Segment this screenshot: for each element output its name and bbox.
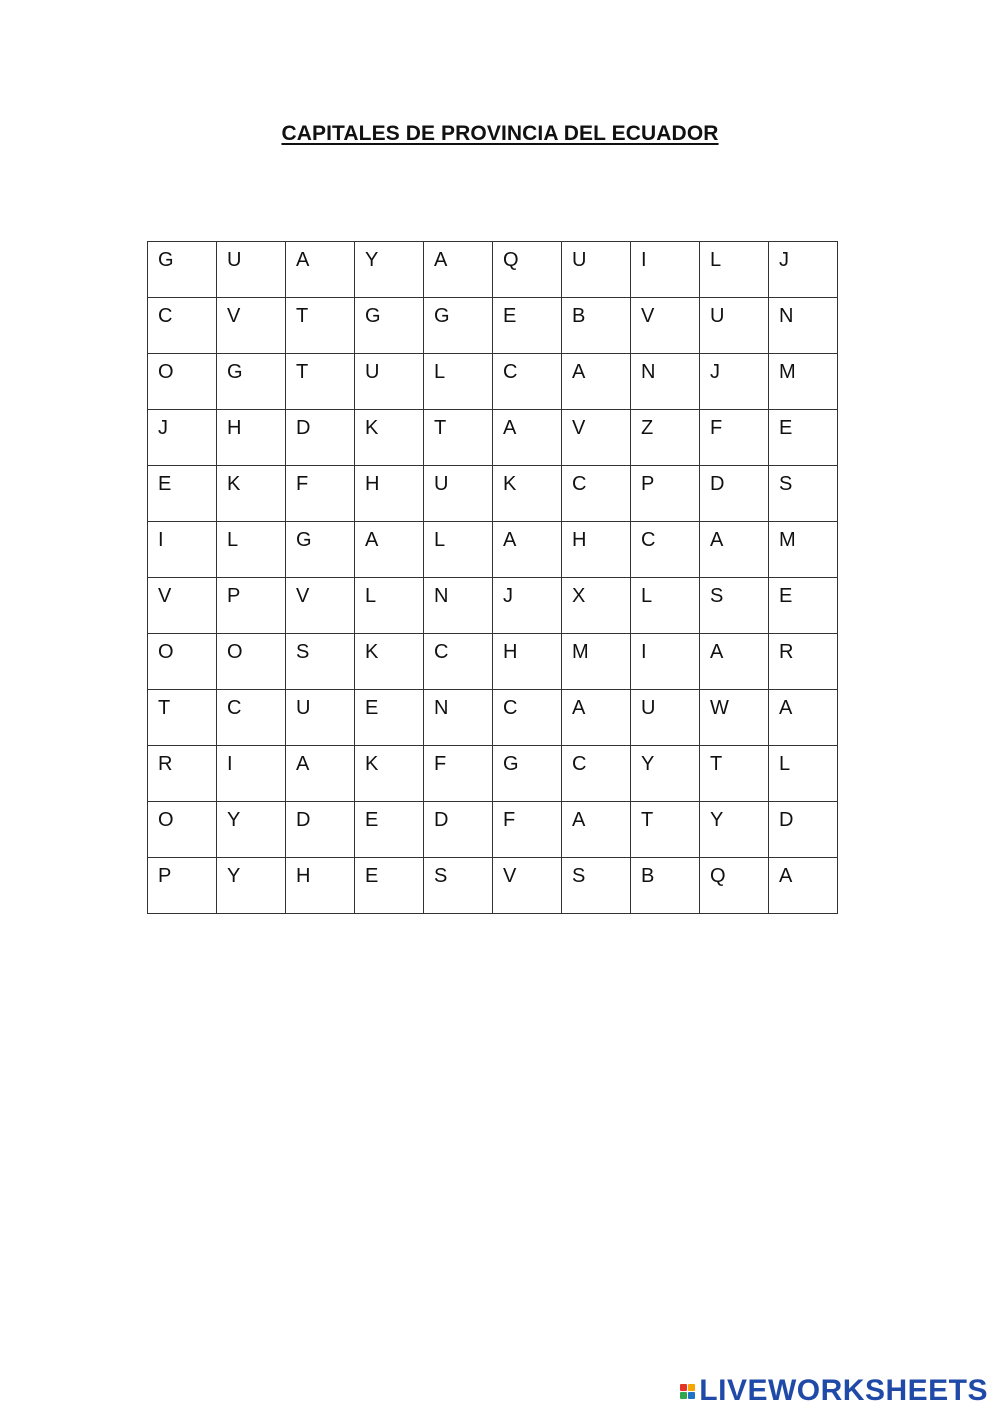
- grid-row: [148, 522, 838, 578]
- grid-cell[interactable]: B: [562, 298, 631, 354]
- grid-cell[interactable]: V: [493, 858, 562, 914]
- grid-cell[interactable]: M: [769, 354, 838, 410]
- grid-cell[interactable]: I: [631, 634, 700, 690]
- grid-cell[interactable]: V: [631, 298, 700, 354]
- grid-cell[interactable]: K: [493, 466, 562, 522]
- grid-cell[interactable]: C: [148, 298, 217, 354]
- grid-cell[interactable]: U: [562, 242, 631, 298]
- grid-cell[interactable]: M: [562, 634, 631, 690]
- grid-cell[interactable]: C: [217, 690, 286, 746]
- grid-cell[interactable]: L: [631, 578, 700, 634]
- grid-cell[interactable]: A: [493, 410, 562, 466]
- grid-cell[interactable]: K: [217, 466, 286, 522]
- grid-row: [148, 466, 838, 522]
- grid-cell[interactable]: C: [631, 522, 700, 578]
- grid-cell[interactable]: I: [217, 746, 286, 802]
- grid-row: [148, 802, 838, 858]
- grid-row: [148, 298, 838, 354]
- grid-cell[interactable]: Q: [493, 242, 562, 298]
- grid-cell[interactable]: E: [769, 578, 838, 634]
- grid-cell[interactable]: Y: [631, 746, 700, 802]
- grid-cell[interactable]: H: [493, 634, 562, 690]
- logo-text: LIVEWORKSHEETS: [699, 1374, 988, 1407]
- grid-cell[interactable]: H: [217, 410, 286, 466]
- grid-cell[interactable]: G: [493, 746, 562, 802]
- grid-cell[interactable]: Y: [217, 802, 286, 858]
- grid-cell[interactable]: N: [769, 298, 838, 354]
- grid-cell[interactable]: U: [286, 690, 355, 746]
- grid-cell[interactable]: H: [286, 858, 355, 914]
- grid-cell[interactable]: A: [286, 242, 355, 298]
- grid-cell[interactable]: A: [700, 634, 769, 690]
- grid-cell[interactable]: N: [424, 690, 493, 746]
- grid-cell[interactable]: U: [424, 466, 493, 522]
- grid-cell[interactable]: D: [286, 410, 355, 466]
- grid-cell[interactable]: S: [286, 634, 355, 690]
- grid-cell[interactable]: U: [700, 298, 769, 354]
- grid-cell[interactable]: H: [562, 522, 631, 578]
- grid-cell[interactable]: T: [286, 354, 355, 410]
- grid-cell[interactable]: J: [148, 410, 217, 466]
- grid-cell[interactable]: V: [148, 578, 217, 634]
- grid-cell[interactable]: M: [769, 522, 838, 578]
- grid-cell[interactable]: O: [217, 634, 286, 690]
- grid-row: [148, 578, 838, 634]
- grid-row: [148, 746, 838, 802]
- grid-cell[interactable]: L: [424, 354, 493, 410]
- grid-cell[interactable]: L: [769, 746, 838, 802]
- grid-cell[interactable]: C: [493, 690, 562, 746]
- grid-cell[interactable]: O: [148, 354, 217, 410]
- grid-cell[interactable]: N: [631, 354, 700, 410]
- grid-cell[interactable]: A: [562, 690, 631, 746]
- grid-cell[interactable]: K: [355, 746, 424, 802]
- grid-cell[interactable]: Q: [700, 858, 769, 914]
- grid-cell[interactable]: A: [769, 858, 838, 914]
- grid-cell[interactable]: O: [148, 634, 217, 690]
- grid-cell[interactable]: G: [286, 522, 355, 578]
- grid-cell[interactable]: V: [217, 298, 286, 354]
- grid-cell[interactable]: D: [286, 802, 355, 858]
- grid-cell[interactable]: A: [769, 690, 838, 746]
- grid-cell[interactable]: F: [493, 802, 562, 858]
- grid-cell[interactable]: L: [217, 522, 286, 578]
- grid-cell[interactable]: L: [700, 242, 769, 298]
- grid-cell[interactable]: D: [769, 802, 838, 858]
- grid-cell[interactable]: B: [631, 858, 700, 914]
- grid-cell[interactable]: T: [286, 298, 355, 354]
- logo-square-blue: [688, 1392, 695, 1399]
- grid-row: [148, 634, 838, 690]
- grid-cell[interactable]: V: [286, 578, 355, 634]
- grid-row: [148, 690, 838, 746]
- grid-cell[interactable]: U: [355, 354, 424, 410]
- grid-cell[interactable]: Z: [631, 410, 700, 466]
- grid-cell[interactable]: A: [562, 354, 631, 410]
- grid-cell[interactable]: U: [631, 690, 700, 746]
- grid-cell[interactable]: C: [424, 634, 493, 690]
- grid-cell[interactable]: I: [631, 242, 700, 298]
- grid-cell[interactable]: S: [769, 466, 838, 522]
- grid-cell[interactable]: F: [700, 410, 769, 466]
- grid-cell[interactable]: A: [286, 746, 355, 802]
- grid-cell[interactable]: C: [493, 354, 562, 410]
- grid-row: [148, 410, 838, 466]
- grid-cell[interactable]: P: [631, 466, 700, 522]
- grid-cell[interactable]: G: [148, 242, 217, 298]
- grid-cell[interactable]: W: [700, 690, 769, 746]
- grid-cell[interactable]: J: [769, 242, 838, 298]
- grid-cell[interactable]: X: [562, 578, 631, 634]
- grid-cell[interactable]: J: [493, 578, 562, 634]
- grid-cell[interactable]: T: [631, 802, 700, 858]
- liveworksheets-logo-icon: [680, 1384, 695, 1399]
- grid-cell[interactable]: E: [493, 298, 562, 354]
- grid-cell[interactable]: E: [355, 802, 424, 858]
- logo-square-green: [680, 1392, 687, 1399]
- grid-cell[interactable]: K: [355, 410, 424, 466]
- grid-cell[interactable]: H: [355, 466, 424, 522]
- grid-cell[interactable]: E: [769, 410, 838, 466]
- grid-cell[interactable]: O: [148, 802, 217, 858]
- worksheet-title: CAPITALES DE PROVINCIA DEL ECUADOR: [281, 122, 719, 145]
- grid-cell[interactable]: N: [424, 578, 493, 634]
- logo-square-orange: [688, 1384, 695, 1391]
- grid-cell[interactable]: S: [700, 578, 769, 634]
- grid-cell[interactable]: D: [424, 802, 493, 858]
- grid-cell[interactable]: D: [700, 466, 769, 522]
- grid-row: [148, 242, 838, 298]
- grid-cell[interactable]: A: [562, 802, 631, 858]
- grid-cell[interactable]: L: [355, 578, 424, 634]
- liveworksheets-logo: [680, 1374, 988, 1408]
- grid-cell[interactable]: Y: [700, 802, 769, 858]
- grid-cell[interactable]: R: [148, 746, 217, 802]
- grid-cell[interactable]: P: [217, 578, 286, 634]
- grid-cell[interactable]: C: [562, 746, 631, 802]
- grid-cell[interactable]: T: [148, 690, 217, 746]
- grid-cell[interactable]: R: [769, 634, 838, 690]
- grid-cell[interactable]: S: [562, 858, 631, 914]
- grid-cell[interactable]: F: [286, 466, 355, 522]
- grid-cell[interactable]: A: [700, 522, 769, 578]
- grid-row: [148, 858, 838, 914]
- grid-cell[interactable]: A: [355, 522, 424, 578]
- grid-cell[interactable]: E: [148, 466, 217, 522]
- grid-cell[interactable]: L: [424, 522, 493, 578]
- grid-cell[interactable]: G: [424, 298, 493, 354]
- grid-cell[interactable]: G: [217, 354, 286, 410]
- word-search-grid: [147, 241, 838, 914]
- grid-cell[interactable]: U: [217, 242, 286, 298]
- grid-cell[interactable]: P: [148, 858, 217, 914]
- grid-cell[interactable]: J: [700, 354, 769, 410]
- grid-cell[interactable]: T: [424, 410, 493, 466]
- grid-cell[interactable]: E: [355, 858, 424, 914]
- grid-cell[interactable]: E: [355, 690, 424, 746]
- grid-cell[interactable]: K: [355, 634, 424, 690]
- grid-row: [148, 354, 838, 410]
- grid-cell[interactable]: V: [562, 410, 631, 466]
- grid-cell[interactable]: G: [355, 298, 424, 354]
- grid-cell[interactable]: F: [424, 746, 493, 802]
- grid-cell[interactable]: Y: [217, 858, 286, 914]
- grid-cell[interactable]: T: [700, 746, 769, 802]
- grid-cell[interactable]: A: [493, 522, 562, 578]
- grid-cell[interactable]: A: [424, 242, 493, 298]
- grid-cell[interactable]: S: [424, 858, 493, 914]
- grid-cell[interactable]: C: [562, 466, 631, 522]
- grid-cell[interactable]: I: [148, 522, 217, 578]
- logo-square-red: [680, 1384, 687, 1391]
- grid-cell[interactable]: Y: [355, 242, 424, 298]
